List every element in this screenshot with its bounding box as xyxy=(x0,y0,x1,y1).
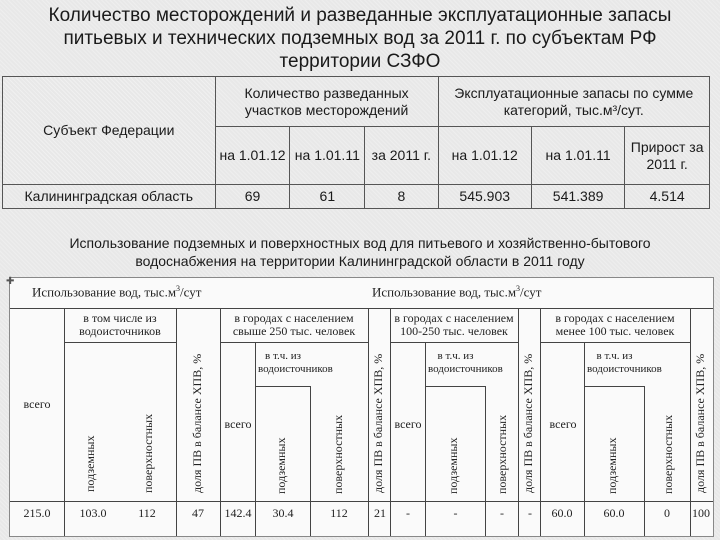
grid-line xyxy=(485,386,486,536)
scan-header-right: Использование вод, $тыс.м^3$/сут xyxy=(372,284,542,300)
col-share-mid: доля ПВ в балансе ХПВ, % xyxy=(521,353,535,493)
grid-line xyxy=(584,386,644,387)
grid-line xyxy=(690,309,691,536)
grid-line xyxy=(518,309,519,536)
value-cell: 112 xyxy=(138,506,156,520)
value-cell: 60.0 xyxy=(551,506,573,520)
slide-title xyxy=(10,4,710,73)
value-cell: 0 xyxy=(664,506,670,520)
row-value: 4.514 xyxy=(625,185,710,209)
col-total-mid: всего xyxy=(394,417,422,431)
grid-line xyxy=(584,342,585,536)
grid-line xyxy=(176,309,177,536)
caption-line-1: Использование подземных и поверхностных вод для питьевого и хозяйственно-бытового xyxy=(69,235,651,251)
grid-line xyxy=(310,386,311,536)
section-caption xyxy=(10,234,710,270)
col-surface-small: поверхностных xyxy=(661,414,675,494)
col-surface: поверхностных xyxy=(141,413,155,493)
reserves-group-header: Эксплуатационные запасы по сумме категорий, тыс.м³/сут. xyxy=(438,77,709,127)
grid-line xyxy=(64,309,65,536)
sub-header-reserves-2012: на 1.01.12 xyxy=(438,127,531,185)
title-line-1: Количество месторождений и разведанные эксплуатационные запасы xyxy=(48,5,672,26)
row-value: 545.903 xyxy=(438,185,531,209)
deposits-table xyxy=(2,76,710,209)
incl-sources-small: в т.ч. из водоисточников xyxy=(587,350,662,375)
group-mid-cities-header: в городах с населением 100-250 тыс. человек xyxy=(394,311,514,338)
count-group-header: Количество разведанных участков месторождений xyxy=(215,77,438,127)
grid-line xyxy=(255,342,256,536)
grid-line xyxy=(255,386,310,387)
grid-line xyxy=(220,309,221,536)
grid-line xyxy=(390,309,391,536)
value-cell: 103.0 xyxy=(79,506,107,520)
row-value: 541.389 xyxy=(531,185,624,209)
grid-line xyxy=(425,342,426,536)
col-underground-big: подземных xyxy=(274,437,288,494)
incl-sources-header: в том числе из водоисточников xyxy=(79,311,161,338)
value-cell: 215.0 xyxy=(23,506,51,520)
grid-line xyxy=(540,342,690,343)
value-cell: - xyxy=(528,506,532,520)
move-handle-icon: ✚ xyxy=(6,276,15,287)
col-share: доля ПВ в балансе ХПВ, % xyxy=(190,353,204,493)
grid-line xyxy=(644,386,645,536)
grid-line xyxy=(368,309,369,536)
grid-line xyxy=(390,342,518,343)
sub-header-count-2012: на 1.01.12 xyxy=(215,127,290,185)
sub-header-count-delta: за 2011 г. xyxy=(365,127,438,185)
value-cell: 30.4 xyxy=(272,506,294,520)
scanned-water-use-table xyxy=(6,276,714,537)
title-line-3: территории СЗФО xyxy=(279,51,441,72)
row-subject: Калининградская область xyxy=(3,185,216,209)
row-value: 69 xyxy=(215,185,290,209)
col-underground-mid: подземных xyxy=(446,437,460,494)
value-cell: - xyxy=(500,506,504,520)
col-share-big: доля ПВ в балансе ХПВ, % xyxy=(371,353,385,493)
sub-header-reserves-2011: на 1.01.11 xyxy=(531,127,624,185)
incl-sources-mid: в т.ч. из водоисточников xyxy=(428,350,503,375)
grid-line xyxy=(425,386,485,387)
table-row xyxy=(3,185,710,209)
value-cell: 21 xyxy=(374,506,386,520)
col-total-small: всего xyxy=(549,417,577,431)
value-cell: 47 xyxy=(192,506,204,520)
grid-line xyxy=(64,342,176,343)
title-line-2: питьевых и технических подземных вод за 2011 г. по субъектам РФ xyxy=(63,28,657,49)
value-cell: 112 xyxy=(330,506,348,520)
scan-header-left: Использование вод, $тыс.м^3$/сут xyxy=(32,284,202,300)
sub-header-reserves-growth: Прирост за 2011 г. xyxy=(625,127,710,185)
grid-line xyxy=(220,342,368,343)
value-cell: 142.4 xyxy=(224,506,252,520)
value-cell: 60.0 xyxy=(603,506,625,520)
subject-header: Субъект Федерации xyxy=(3,77,216,185)
grid-line xyxy=(10,308,713,309)
col-total-big: всего xyxy=(224,417,252,431)
grid-line xyxy=(540,309,541,536)
incl-sources-big: в т.ч. из водоисточников xyxy=(258,350,333,375)
col-surface-big: поверхностных xyxy=(331,414,345,494)
col-share-small: доля ПВ в балансе ХПВ, % xyxy=(693,353,707,493)
row-value: 8 xyxy=(365,185,438,209)
value-cell: - xyxy=(406,506,410,520)
sub-header-count-2011: на 1.01.11 xyxy=(290,127,365,185)
grid-line xyxy=(10,501,713,502)
group-big-cities-header: в городах с населением свыше 250 тыс. человек xyxy=(232,311,356,338)
group-small-cities-header: в городах с населением менее 100 тыс. человек xyxy=(555,311,675,338)
row-value: 61 xyxy=(290,185,365,209)
value-cell: - xyxy=(453,506,458,520)
col-surface-mid: поверхностных xyxy=(495,414,509,494)
col-underground: подземных xyxy=(83,435,97,492)
value-cell: 100 xyxy=(692,506,710,520)
col-underground-small: подземных xyxy=(605,437,619,494)
caption-line-2: водоснабжения на территории Калининградской области в 2011 году xyxy=(135,253,585,269)
col-total: всего xyxy=(23,397,51,411)
